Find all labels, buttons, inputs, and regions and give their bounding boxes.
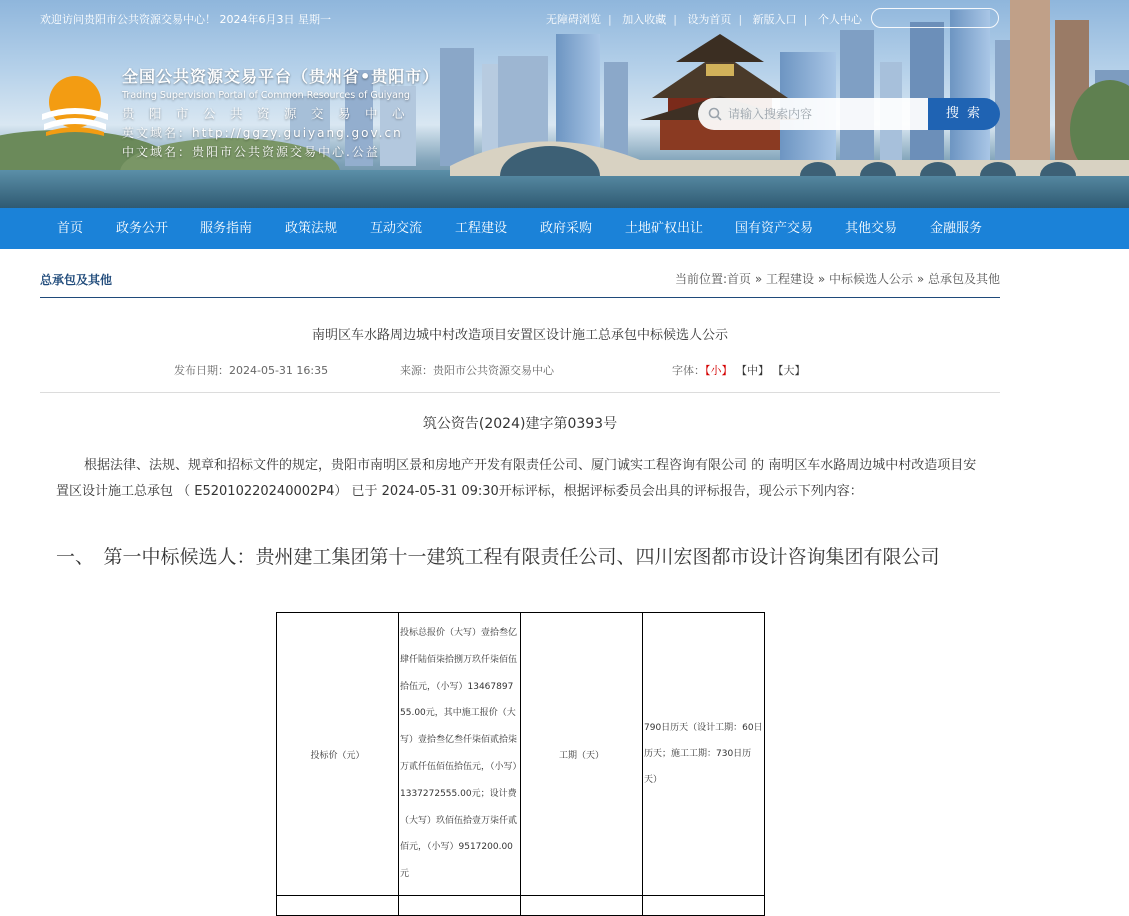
- search-button[interactable]: 搜 索: [928, 98, 1000, 130]
- breadcrumb-item-home[interactable]: 首页: [726, 272, 751, 286]
- new-version-link[interactable]: 新版入口: [752, 13, 797, 26]
- document-number: 筑公资告(2024)建字第0393号: [422, 416, 618, 432]
- font-size-label: 字体：: [672, 364, 705, 377]
- accessibility-link[interactable]: 无障碍浏览: [546, 13, 601, 26]
- brand-title-en: Trading Supervision Portal of Common Resources of Guiyang: [122, 90, 410, 101]
- nav-item-land-mining[interactable]: 土地矿权出让: [625, 221, 704, 236]
- nav-item-financial-services[interactable]: 金融服务: [930, 221, 983, 236]
- breadcrumb: [675, 270, 1000, 287]
- welcome-text: 欢迎访问贵阳市公共资源交易中心！ 2024年6月3日 星期一: [40, 13, 331, 26]
- article-source: 来源：贵阳市公共资源交易中心: [400, 364, 554, 377]
- bid-price-value-cell: 投标总报价（大写）壹拾叁亿肆仟陆佰柒拾捌万玖仟柒佰伍拾伍元，（小写）1346789755.00元，其中施工报价（大写）壹拾叁亿叁仟柒佰贰拾柒万贰仟伍佰伍拾伍元，（小写）1337272555.00元；设计费（大写）玖佰伍拾壹万柒仟贰佰元，（小写）9517200.00元: [399, 613, 521, 896]
- section-title: 总承包及其他: [40, 273, 113, 287]
- brand-domain-en: 英文域名：http://ggzy.guiyang.gov.cn: [122, 126, 403, 140]
- breadcrumb-item-candidate-notice[interactable]: 中标候选人公示: [828, 272, 913, 286]
- font-medium-button[interactable]: 【中】: [736, 364, 769, 377]
- table-cell: [399, 896, 521, 916]
- candidate-table: [276, 612, 765, 916]
- main-nav: [0, 208, 1129, 249]
- add-favorite-link[interactable]: 加入收藏: [622, 13, 667, 26]
- nav-item-other-trading[interactable]: 其他交易: [845, 221, 898, 236]
- table-cell: [277, 896, 399, 916]
- nav-item-government-affairs[interactable]: 政务公开: [116, 221, 169, 236]
- nav-item-service-guide[interactable]: 服务指南: [200, 221, 253, 236]
- brand-center-name: 贵阳市公共资源交易中心: [122, 106, 420, 121]
- publish-date: 发布日期：2024-05-31 16:35: [174, 364, 329, 377]
- top-bar: [0, 0, 1129, 36]
- article-divider: [40, 392, 1000, 393]
- duration-label-cell: 工期（天）: [521, 613, 643, 896]
- table-row: [277, 613, 765, 896]
- search-bar: [698, 98, 1000, 130]
- breadcrumb-item-current[interactable]: 总承包及其他: [927, 272, 1000, 286]
- first-candidate-heading: 一、 第一中标候选人：贵州建工集团第十一建筑工程有限责任公司、四川宏图都市设计咨询集团有限公司: [56, 546, 940, 568]
- intro-paragraph: 根据法律、法规、规章和招标文件的规定，贵阳市南明区景和房地产开发有限责任公司、厦门诚实工程咨询有限公司 的 南明区车水路周边城中村改造项目安置区设计施工总承包 （ E5201022024000​2P4） 已于 2024-05-31 09:30开标评标，根据评标委员会出具的评标报告，现公示下列内容：: [56, 458, 977, 499]
- breadcrumb-item-engineering[interactable]: 工程建设: [765, 272, 814, 286]
- breadcrumb-prefix: 当前位置:: [674, 272, 727, 286]
- brand-domain-cn: 中文域名：贵阳市公共资源交易中心.公益: [122, 145, 380, 159]
- brand-block: [122, 64, 439, 160]
- nav-item-engineering[interactable]: 工程建设: [455, 221, 508, 236]
- personal-center-link[interactable]: 个人中心: [817, 13, 862, 26]
- nav-item-home[interactable]: 首页: [57, 221, 84, 236]
- table-cell: [643, 896, 765, 916]
- nav-item-interaction[interactable]: 互动交流: [370, 221, 423, 236]
- table-row: [277, 896, 765, 916]
- brand-title-cn: 全国公共资源交易平台（贵州省•贵阳市）: [122, 67, 440, 86]
- search-input[interactable]: [728, 104, 924, 124]
- font-size-controls: [672, 362, 806, 378]
- search-box: [698, 98, 930, 130]
- nav-item-government-procurement[interactable]: 政府采购: [540, 221, 593, 236]
- set-homepage-link[interactable]: 设为首页: [687, 13, 732, 26]
- top-links: 无障碍浏览 | 加入收藏 | 设为首页 | 新版入口 | 个人中心: [546, 13, 862, 26]
- breadcrumb-separator: »: [814, 272, 829, 286]
- article-title: 南明区车水路周边城中村改造项目安置区设计施工总承包中标候选人公示: [311, 328, 728, 343]
- breadcrumb-separator: »: [913, 272, 928, 286]
- search-icon: [708, 107, 722, 121]
- font-small-button[interactable]: 【小】: [705, 364, 733, 377]
- top-pill-button[interactable]: [871, 8, 999, 28]
- table-cell: [521, 896, 643, 916]
- nav-item-policies[interactable]: 政策法规: [285, 221, 338, 236]
- header-banner: [0, 0, 1129, 208]
- nav-item-state-assets[interactable]: 国有资产交易: [735, 221, 814, 236]
- breadcrumb-row: [40, 262, 1000, 298]
- bid-price-label-cell: 投标价（元）: [277, 613, 399, 896]
- breadcrumb-separator: »: [751, 272, 766, 286]
- sun-logo-icon: [40, 74, 110, 138]
- duration-value-cell: 790日历天（设计工期：60日历天；施工工期：730日历天）: [643, 613, 765, 896]
- font-large-button[interactable]: 【大】: [772, 364, 806, 377]
